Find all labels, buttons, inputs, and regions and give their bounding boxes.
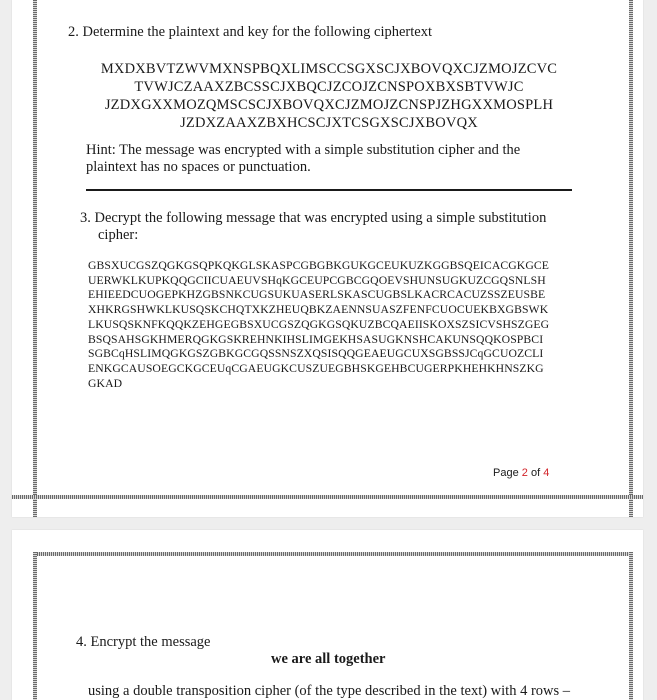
page-border-left bbox=[33, 552, 37, 700]
question-2-ciphertext bbox=[86, 60, 572, 132]
ciphertext-line: TVWJCZAAXZBCSSCJXBQCJZCOJZCNSPOXBXSBTVWJC bbox=[134, 79, 524, 95]
question-3-title bbox=[80, 210, 546, 244]
page-total: 4 bbox=[543, 467, 550, 479]
question-3-ciphertext bbox=[88, 259, 588, 391]
question-3-title-line: cipher: bbox=[98, 227, 139, 243]
question-2-title: 2. Determine the plaintext and key for the following ciphertext bbox=[68, 24, 432, 40]
question-4-title: 4. Encrypt the message bbox=[76, 634, 211, 650]
page-border-left bbox=[33, 0, 37, 517]
section-divider bbox=[86, 189, 572, 191]
ciphertext-line: EHIEEDCUOGEPKHZGBSNKCUGSUKUASERLSKASCUGBSLKACRCACUZSSZEUSBE bbox=[88, 288, 546, 302]
page-current: 2 bbox=[521, 467, 528, 479]
page-border-right bbox=[629, 0, 633, 517]
ciphertext-line: JZDXGXXMOZQMSCSCJXBOVQXCJZMOJZCNSPJZHGXXMOSPLH bbox=[104, 97, 554, 113]
page-label: Page bbox=[493, 467, 519, 479]
question-2-hint bbox=[86, 142, 520, 176]
page-number bbox=[493, 467, 549, 479]
document-page-2 bbox=[12, 530, 643, 700]
ciphertext-line: LKUSQSKNFKQQKZEHGEGBSXUCGSZQGKGSQKUZBCQAEIISKOXSZSICVSHSZGEG bbox=[88, 317, 550, 331]
page-of: of bbox=[530, 467, 541, 479]
hint-line: Hint: The message was encrypted with a simple substitution cipher and the bbox=[86, 142, 521, 158]
ciphertext-line: GBSXUCGSZQGKGSQPKQKGLSKASPCGBGBKGUKGCEUKUZKGGBSQEICACGKGCE bbox=[88, 259, 550, 272]
ciphertext-line: ENKGCAUSOEGCKGCEUqCGAEUGKCUSZUEGBHSKGEHBCUGERPKHEHKHNSZKG bbox=[88, 361, 544, 375]
ciphertext-line: JZDXZAAXZBXHCSCJXTCSGXSCJXBOVQX bbox=[180, 115, 478, 131]
ciphertext-line: XHKRGSHWKLKUSQSKCHQTXKZHEUQBKZAENNSUASZFENFCUOCUEKBXGBSWK bbox=[88, 303, 549, 317]
ciphertext-line: GKAD bbox=[88, 376, 123, 390]
ciphertext-line: SGBCqHSLIMQGKGSZGBKGCGQSSNSZXQSISQQGEAEUGCUXSGBSSJCqGCUOZCLI bbox=[88, 347, 544, 361]
ciphertext-line: BSQSAHSGKHMERQGKGSKREHNKIHSLIMGEKHSASUGKNSHCAKUNSQQKOSPBCI bbox=[88, 332, 544, 346]
document-page-1 bbox=[12, 0, 643, 517]
ciphertext-line: MXDXBVTZWVMXNSPBQXLIMSCCSGXSCJXBOVQXCJZMOJZCVC bbox=[100, 61, 558, 77]
question-4-message: we are all together bbox=[271, 651, 386, 667]
ciphertext-line: UERWKLKUPKQQGCIICUAEUVSHqKGCEUPCGBCGQOEVSHUNSUGKUZCGQSNLSH bbox=[88, 273, 546, 287]
page-border-top bbox=[33, 552, 633, 556]
question-3-title-line: 3. Decrypt the following message that was encrypted using a simple substitution bbox=[80, 210, 547, 226]
page-border-right bbox=[629, 552, 633, 700]
hint-line: plaintext has no spaces or punctuation. bbox=[86, 159, 311, 175]
page-border-bottom bbox=[12, 495, 643, 499]
question-4-instruction: using a double transposition cipher (of the type described in the text) with 4 rows – bbox=[88, 683, 571, 699]
